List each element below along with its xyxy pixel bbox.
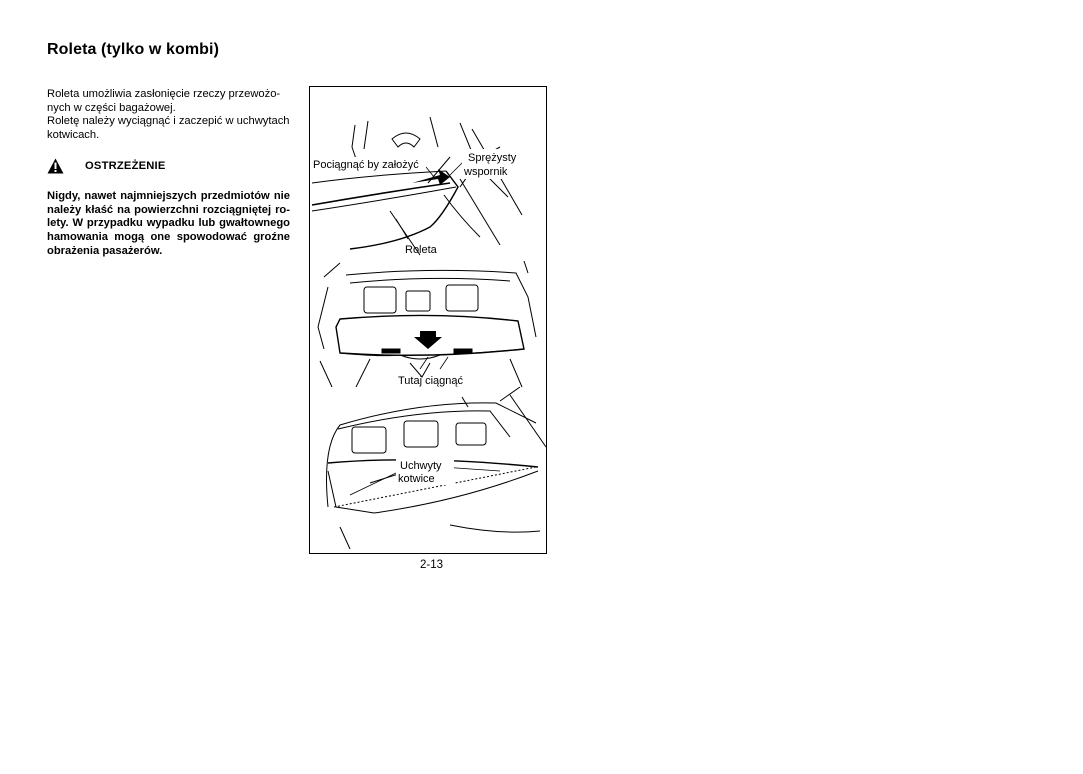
label-spring-bracket-2: wspornik [464,166,508,178]
page-number: 2-13 [420,559,444,571]
label-pull-here: Tutaj ciągnąć [398,375,464,387]
intro-paragraph-1: Roleta umożliwia zasłonięcie rzeczy przewożo-nych w części bagażowej. [47,88,281,114]
label-cover: Roleta [405,244,437,256]
cargo-cover-illustration [309,86,547,554]
label-pull-to-install: Pociągnąć by założyć [313,159,419,171]
page-title: Roleta (tylko w kombi) [47,41,219,58]
down-arrow [414,331,442,349]
cargo-cover-drawing [310,87,547,554]
warning-label: OSTRZEŻENIE [85,160,166,172]
warning-header [47,157,166,175]
label-hooks-1: Uchwyty [400,460,442,472]
warning-text: Nigdy, nawet najmniejszych przedmiotów nie należy kłaść na powierzchni rozciągniętej ro-lety. W przypadku wypadku lub gwałtownego hamowania mogą one spowodować groźne obrażenia pasażerów. [47,190,290,257]
label-hooks-2: kotwice [398,473,435,485]
label-spring-bracket-1: Sprężysty [468,152,517,164]
intro-paragraph-2: Roletę należy wyciągnąć i zaczepić w uchwytach kotwicach. [47,115,290,141]
warning-triangle-icon [47,158,64,174]
intro-text [47,88,292,142]
